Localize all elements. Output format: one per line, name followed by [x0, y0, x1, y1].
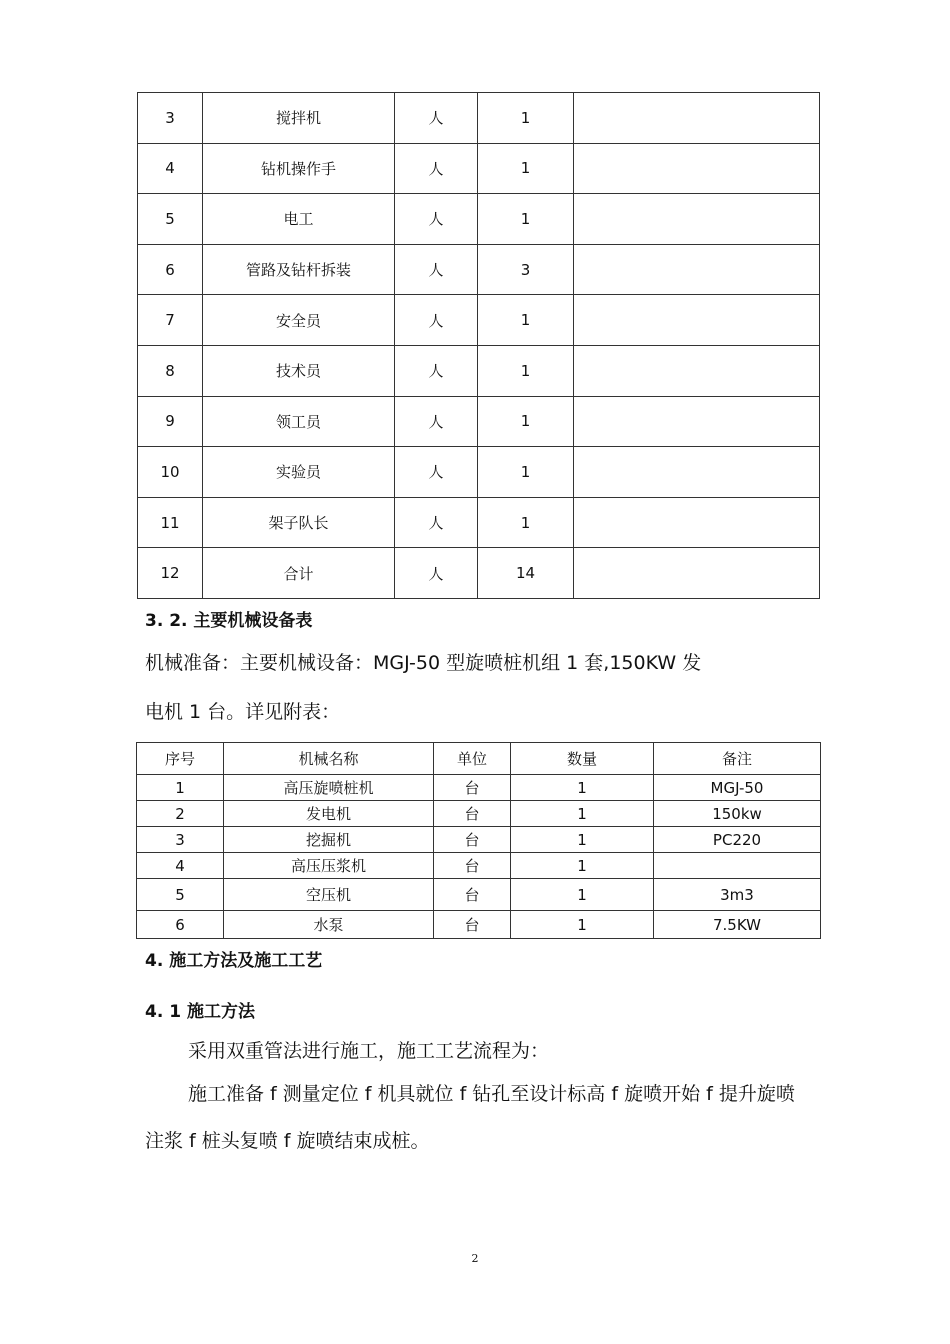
cell-note: 150kw — [654, 801, 821, 827]
cell-unit: 人 — [395, 143, 478, 194]
cell-name: 搅拌机 — [203, 93, 395, 144]
cell-unit: 台 — [434, 911, 511, 939]
cell-no: 5 — [137, 879, 224, 911]
cell-unit: 人 — [395, 295, 478, 346]
section-heading-4: 4. 施工方法及施工工艺 — [145, 951, 323, 971]
cell-no: 3 — [137, 827, 224, 853]
cell-qty: 1 — [511, 853, 654, 879]
cell-unit: 台 — [434, 879, 511, 911]
cell-no: 12 — [138, 548, 203, 599]
cell-name: 高压压浆机 — [224, 853, 434, 879]
cell-note: MGJ-50 — [654, 775, 821, 801]
cell-no: 2 — [137, 801, 224, 827]
cell-qty: 1 — [511, 879, 654, 911]
cell-unit: 人 — [395, 497, 478, 548]
paragraph-line: 电机 1 台。详见附表： — [145, 701, 341, 723]
cell-unit: 人 — [395, 244, 478, 295]
cell-unit: 人 — [395, 396, 478, 447]
cell-note — [574, 143, 820, 194]
cell-name: 发电机 — [224, 801, 434, 827]
cell-note — [574, 497, 820, 548]
paragraph-line: 注浆 f 桩头复喷 f 旋喷结束成桩。 — [145, 1130, 430, 1152]
cell-note: 3m3 — [654, 879, 821, 911]
cell-unit: 台 — [434, 775, 511, 801]
cell-note — [574, 396, 820, 447]
header-cell: 数量 — [511, 743, 654, 775]
table-row — [138, 143, 820, 194]
cell-qty: 3 — [478, 244, 574, 295]
paragraph-line: 机械准备：主要机械设备：MGJ-50 型旋喷桩机组 1 套,150KW 发 — [145, 652, 702, 674]
table-row — [138, 295, 820, 346]
cell-no: 11 — [138, 497, 203, 548]
table-row — [138, 396, 820, 447]
cell-name: 管路及钻杆拆装 — [203, 244, 395, 295]
cell-note — [574, 295, 820, 346]
cell-no: 4 — [138, 143, 203, 194]
cell-no: 8 — [138, 345, 203, 396]
table-row — [137, 879, 821, 911]
header-cell: 序号 — [137, 743, 224, 775]
cell-qty: 1 — [478, 143, 574, 194]
cell-unit: 人 — [395, 345, 478, 396]
staff-table-body — [138, 93, 820, 599]
cell-name: 挖掘机 — [224, 827, 434, 853]
cell-qty: 1 — [511, 775, 654, 801]
cell-name: 电工 — [203, 194, 395, 245]
cell-qty: 1 — [478, 93, 574, 144]
table-row — [138, 548, 820, 599]
cell-note — [574, 447, 820, 498]
cell-no: 5 — [138, 194, 203, 245]
cell-note: 7.5KW — [654, 911, 821, 939]
cell-unit: 人 — [395, 548, 478, 599]
table-row — [137, 827, 821, 853]
cell-qty: 1 — [478, 194, 574, 245]
cell-unit: 人 — [395, 93, 478, 144]
table-row — [138, 93, 820, 144]
table-row — [138, 447, 820, 498]
paragraph-line: 施工准备 f 测量定位 f 机具就位 f 钻孔至设计标高 f 旋喷开始 f 提升旋喷 — [188, 1083, 795, 1105]
cell-qty: 1 — [511, 801, 654, 827]
cell-name: 空压机 — [224, 879, 434, 911]
cell-name: 合计 — [203, 548, 395, 599]
cell-unit: 台 — [434, 853, 511, 879]
section-heading-4-1: 4. 1 施工方法 — [145, 1002, 255, 1022]
header-cell: 单位 — [434, 743, 511, 775]
cell-no: 9 — [138, 396, 203, 447]
equipment-table — [136, 742, 821, 939]
table-row — [137, 801, 821, 827]
staff-table — [137, 92, 820, 599]
cell-qty: 1 — [511, 911, 654, 939]
table-row — [137, 911, 821, 939]
cell-note — [574, 194, 820, 245]
cell-name: 实验员 — [203, 447, 395, 498]
cell-no: 10 — [138, 447, 203, 498]
cell-name: 领工员 — [203, 396, 395, 447]
page-number: 2 — [471, 1252, 479, 1265]
cell-no: 3 — [138, 93, 203, 144]
table-row — [138, 244, 820, 295]
table-header-row — [137, 743, 821, 775]
cell-note — [574, 93, 820, 144]
cell-note — [574, 345, 820, 396]
cell-no: 7 — [138, 295, 203, 346]
cell-no: 1 — [137, 775, 224, 801]
cell-qty: 1 — [478, 396, 574, 447]
cell-note — [574, 548, 820, 599]
table-row — [138, 345, 820, 396]
paragraph-line: 采用双重管法进行施工，施工工艺流程为： — [188, 1040, 550, 1062]
cell-note — [654, 853, 821, 879]
cell-note — [574, 244, 820, 295]
cell-qty: 14 — [478, 548, 574, 599]
cell-unit: 人 — [395, 194, 478, 245]
cell-qty: 1 — [478, 295, 574, 346]
table-row — [138, 194, 820, 245]
cell-name: 高压旋喷桩机 — [224, 775, 434, 801]
cell-unit: 台 — [434, 801, 511, 827]
table-row — [137, 853, 821, 879]
cell-unit: 台 — [434, 827, 511, 853]
cell-qty: 1 — [478, 497, 574, 548]
header-cell: 备注 — [654, 743, 821, 775]
cell-no: 6 — [138, 244, 203, 295]
table-row — [137, 775, 821, 801]
cell-name: 技术员 — [203, 345, 395, 396]
section-heading-3-2: 3. 2. 主要机械设备表 — [145, 611, 313, 631]
cell-qty: 1 — [478, 447, 574, 498]
cell-name: 水泵 — [224, 911, 434, 939]
cell-qty: 1 — [511, 827, 654, 853]
cell-no: 6 — [137, 911, 224, 939]
cell-name: 架子队长 — [203, 497, 395, 548]
cell-no: 4 — [137, 853, 224, 879]
cell-name: 钻机操作手 — [203, 143, 395, 194]
cell-name: 安全员 — [203, 295, 395, 346]
header-cell: 机械名称 — [224, 743, 434, 775]
table-row — [138, 497, 820, 548]
cell-unit: 人 — [395, 447, 478, 498]
cell-note: PC220 — [654, 827, 821, 853]
cell-qty: 1 — [478, 345, 574, 396]
